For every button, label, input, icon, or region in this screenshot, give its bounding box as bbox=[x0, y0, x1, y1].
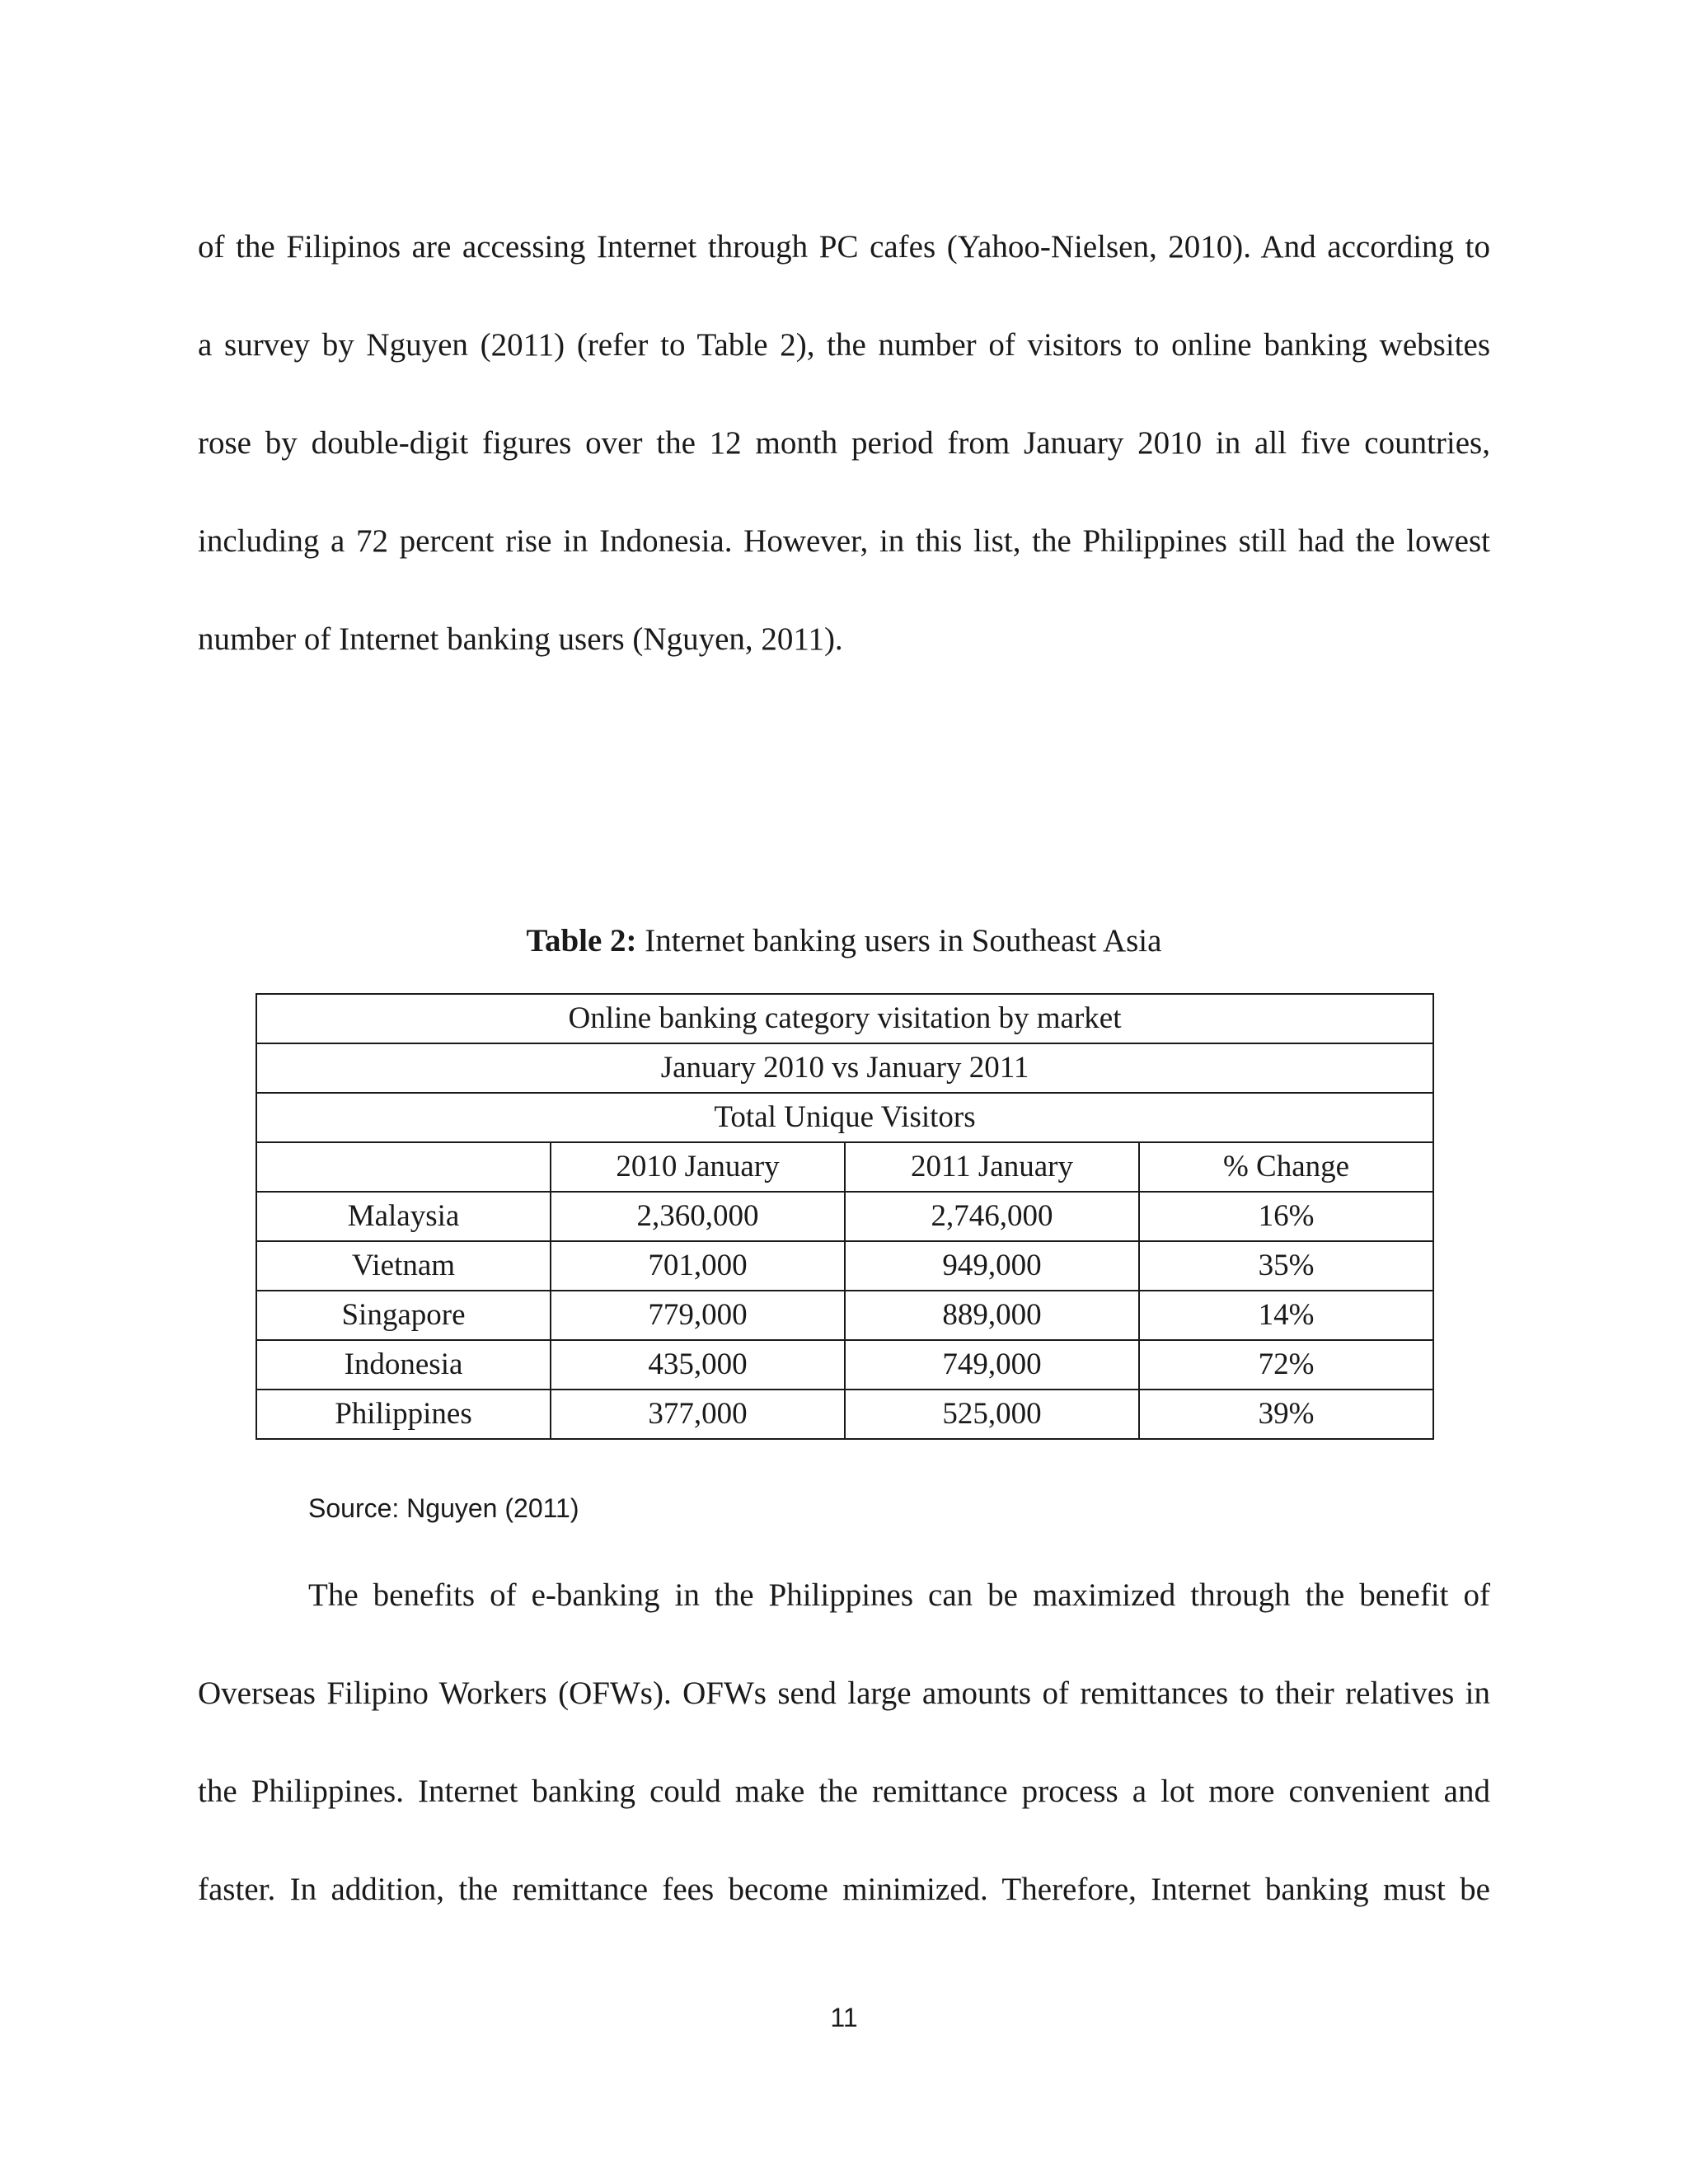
table-cell: Indonesia bbox=[256, 1340, 551, 1390]
table-title-cell: January 2010 vs January 2011 bbox=[256, 1043, 1433, 1093]
table-cell: 525,000 bbox=[845, 1390, 1139, 1439]
table-title-cell: Total Unique Visitors bbox=[256, 1093, 1433, 1142]
table-row bbox=[256, 1390, 1433, 1439]
column-header bbox=[256, 1142, 551, 1192]
paragraph-line: a survey by Nguyen (2011) (refer to Table 2), the number of visitors to online banking websites bbox=[198, 327, 1490, 363]
table-source: Source: Nguyen (2011) bbox=[308, 1493, 579, 1523]
table-cell: 889,000 bbox=[845, 1291, 1139, 1340]
paragraph-line: Overseas Filipino Workers (OFWs). OFWs send large amounts of remittances to their relatives in bbox=[198, 1675, 1490, 1711]
paragraph-line: rose by double-digit figures over the 12 month period from January 2010 in all five countries, bbox=[198, 425, 1490, 461]
table-title-row bbox=[256, 994, 1433, 1043]
table-cell: 779,000 bbox=[551, 1291, 845, 1340]
table-header-row bbox=[256, 1142, 1433, 1192]
table-cell: 35% bbox=[1139, 1241, 1433, 1291]
column-header: % Change bbox=[1139, 1142, 1433, 1192]
table-cell: 435,000 bbox=[551, 1340, 845, 1390]
table-cell: 39% bbox=[1139, 1390, 1433, 1439]
table-row bbox=[256, 1241, 1433, 1291]
table-cell: 2,360,000 bbox=[551, 1192, 845, 1241]
column-header: 2011 January bbox=[845, 1142, 1139, 1192]
table-cell: 14% bbox=[1139, 1291, 1433, 1340]
table-cell: 2,746,000 bbox=[845, 1192, 1139, 1241]
paragraph-line: including a 72 percent rise in Indonesia. However, in this list, the Philippines still had the lowest bbox=[198, 523, 1490, 559]
table-title-row bbox=[256, 1093, 1433, 1142]
table-cell: Vietnam bbox=[256, 1241, 551, 1291]
paragraph-line: number of Internet banking users (Nguyen, 2011). bbox=[198, 621, 843, 657]
data-table bbox=[256, 993, 1434, 1440]
table-caption bbox=[0, 921, 1688, 961]
table-cell: 749,000 bbox=[845, 1340, 1139, 1390]
table-row bbox=[256, 1340, 1433, 1390]
table-cell: 72% bbox=[1139, 1340, 1433, 1390]
paragraph-line: the Philippines. Internet banking could make the remittance process a lot more convenient and bbox=[198, 1774, 1490, 1809]
paragraph-line: of the Filipinos are accessing Internet through PC cafes (Yahoo-Nielsen, 2010). And according to bbox=[198, 229, 1490, 265]
table-cell: 16% bbox=[1139, 1192, 1433, 1241]
table-row bbox=[256, 1192, 1433, 1241]
column-header: 2010 January bbox=[551, 1142, 845, 1192]
paragraph-line: The benefits of e-banking in the Philippines can be maximized through the benefit of bbox=[308, 1577, 1490, 1613]
table-cell: Singapore bbox=[256, 1291, 551, 1340]
table-title-row bbox=[256, 1043, 1433, 1093]
table-cell: 701,000 bbox=[551, 1241, 845, 1291]
paragraph-line: faster. In addition, the remittance fees become minimized. Therefore, Internet banking must be bbox=[198, 1872, 1490, 1907]
table-cell: 949,000 bbox=[845, 1241, 1139, 1291]
table-row bbox=[256, 1291, 1433, 1340]
table-cell: 377,000 bbox=[551, 1390, 845, 1439]
table-cell: Philippines bbox=[256, 1390, 551, 1439]
table-cell: Malaysia bbox=[256, 1192, 551, 1241]
table-title-cell: Online banking category visitation by market bbox=[256, 994, 1433, 1043]
table-caption-label: Table 2: bbox=[526, 923, 637, 958]
table-caption-text: Internet banking users in Southeast Asia bbox=[636, 923, 1162, 958]
page-number: 11 bbox=[830, 2003, 858, 2032]
